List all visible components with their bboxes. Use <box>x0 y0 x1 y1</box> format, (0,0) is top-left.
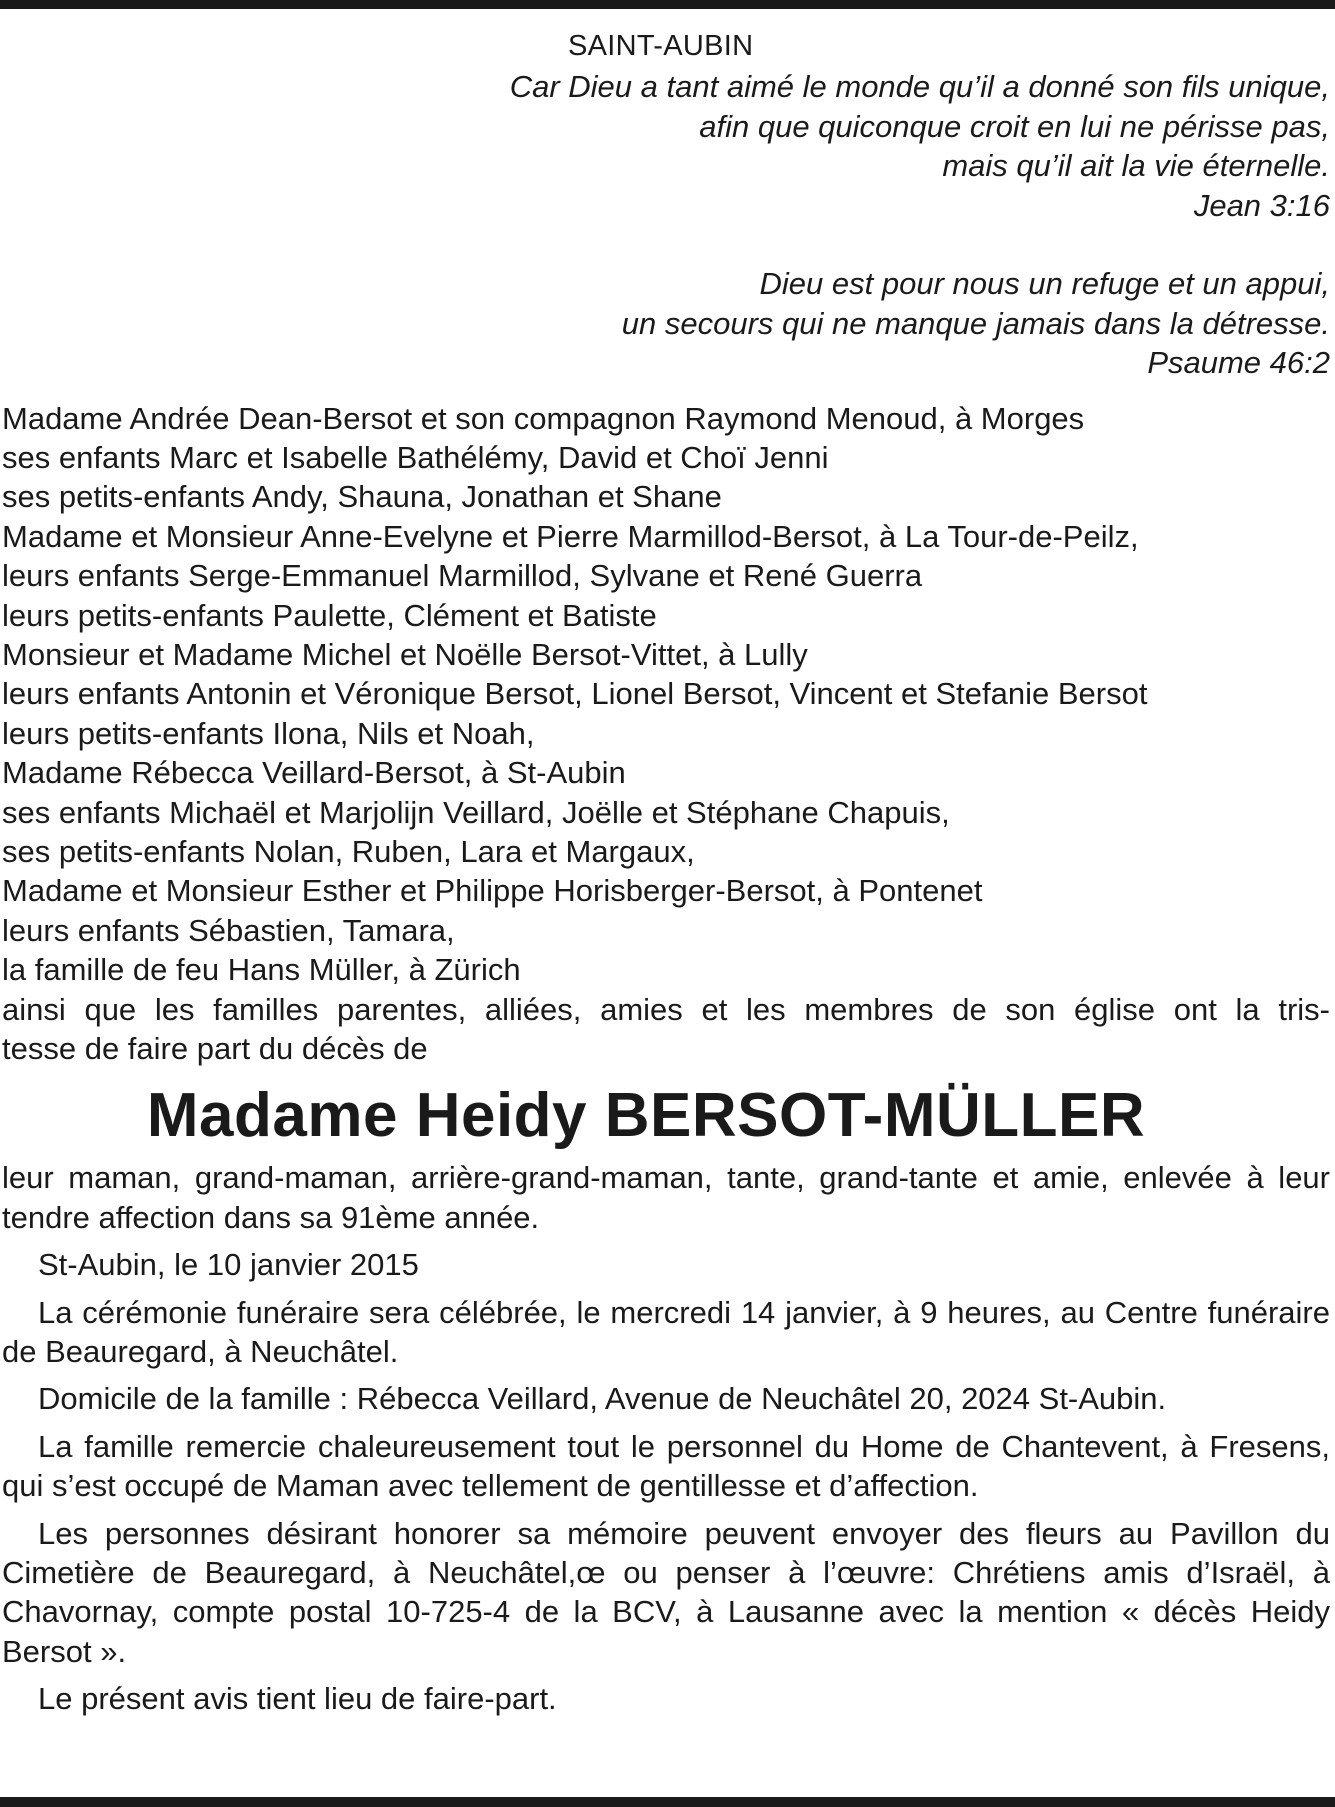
thanks-paragraph: La famille remercie chaleureusement tout le personnel du Home de Chantevent, à Fresens, qui s’est occupé de Maman avec tellement de gentillesse et d’affection. <box>2 1428 1330 1504</box>
bottom-rule <box>0 1797 1335 1807</box>
family-line: Madame et Monsieur Esther et Philippe Horisberger-Bersot, à Pontenet <box>2 873 983 909</box>
verse-line: Car Dieu a tant aimé le monde qu’il a donné son fils unique, <box>509 69 1330 104</box>
donations-paragraph: Les personnes désirant honorer sa mémoire peuvent envoyer des fleurs au Pavillon du Cimetière de Beauregard, à Neuchâtel,œ ou penser à l’œuvre: Chrétiens amis d’Israël, à Chavornay, compte postal 10-725-4 de la BCV, à Lausanne avec la mention « décès Heidy Bersot ». <box>2 1515 1330 1669</box>
family-line: ses enfants Marc et Isabelle Bathélémy, David et Choï Jenni <box>2 439 829 475</box>
verse-line: un secours qui ne manque jamais dans la détresse. <box>621 305 1330 341</box>
top-rule <box>0 0 1335 9</box>
family-line: leurs enfants Serge-Emmanuel Marmillod, Sylvane et René Guerra <box>2 558 923 594</box>
notice-body <box>2 1158 1330 1718</box>
family-list <box>2 399 1330 1069</box>
family-line: leurs enfants Sébastien, Tamara, <box>2 912 455 948</box>
family-closing-line: ainsi que les familles parentes, alliées, amies et les membres de son église ont la tris- <box>2 991 1330 1027</box>
family-closing-line: tesse de faire part du décès de <box>2 1031 428 1066</box>
place-date-paragraph: St-Aubin, le 10 janvier 2015 <box>38 1247 419 1283</box>
family-line: Monsieur et Madame Michel et Noëlle Bersot-Vittet, à Lully <box>2 636 808 672</box>
verse-reference: Jean 3:16 <box>1193 187 1330 223</box>
verse-line: Dieu est pour nous un refuge et un appui, <box>759 266 1330 301</box>
verse-line: afin que quiconque croit en lui ne périsse pas, <box>699 108 1330 144</box>
family-line: leurs petits-enfants Paulette, Clément et Batiste <box>2 597 657 633</box>
family-line: leurs enfants Antonin et Véronique Bersot, Lionel Bersot, Vincent et Stefanie Bersot <box>2 676 1148 712</box>
verse-reference: Psaume 46:2 <box>1147 345 1330 380</box>
family-line: Madame et Monsieur Anne-Evelyne et Pierre Marmillod-Bersot, à La Tour-de-Peilz, <box>2 518 1139 554</box>
ceremony-paragraph: La cérémonie funéraire sera célébrée, le mercredi 14 janvier, à 9 heures, au Centre funéraire de Beauregard, à Neuchâtel. <box>2 1294 1330 1370</box>
family-line: Madame Rébecca Veillard-Bersot, à St-Aubin <box>2 755 626 791</box>
family-line: ses petits-enfants Nolan, Ruben, Lara et Margaux, <box>2 833 695 869</box>
family-line: ses petits-enfants Andy, Shauna, Jonathan et Shane <box>2 479 722 515</box>
family-line: ses enfants Michaël et Marjolijn Veillard, Joëlle et Stéphane Chapuis, <box>2 794 950 830</box>
bible-verse-john <box>2 67 1330 225</box>
family-line: leurs petits-enfants Ilona, Nils et Noah, <box>2 715 535 751</box>
family-line: la famille de feu Hans Müller, à Zürich <box>2 952 521 988</box>
bible-verse-psalm <box>2 264 1330 383</box>
death-notice <box>2 28 1330 1727</box>
notice-paragraph: Le présent avis tient lieu de faire-part. <box>38 1681 557 1717</box>
deceased-name: Madame Heidy BERSOT-MÜLLER <box>146 1081 1146 1151</box>
verse-line: mais qu’il ait la vie éternelle. <box>942 148 1330 183</box>
place-heading: SAINT-AUBIN <box>568 30 754 62</box>
relation-paragraph: leur maman, grand-maman, arrière-grand-maman, tante, grand-tante et amie, enlevée à leur tendre affection dans sa 91ème année. <box>2 1160 1330 1235</box>
family-line: Madame Andrée Dean-Bersot et son compagnon Raymond Menoud, à Morges <box>2 400 1085 436</box>
domicile-paragraph: Domicile de la famille : Rébecca Veillard, Avenue de Neuchâtel 20, 2024 St-Aubin. <box>38 1381 1167 1417</box>
